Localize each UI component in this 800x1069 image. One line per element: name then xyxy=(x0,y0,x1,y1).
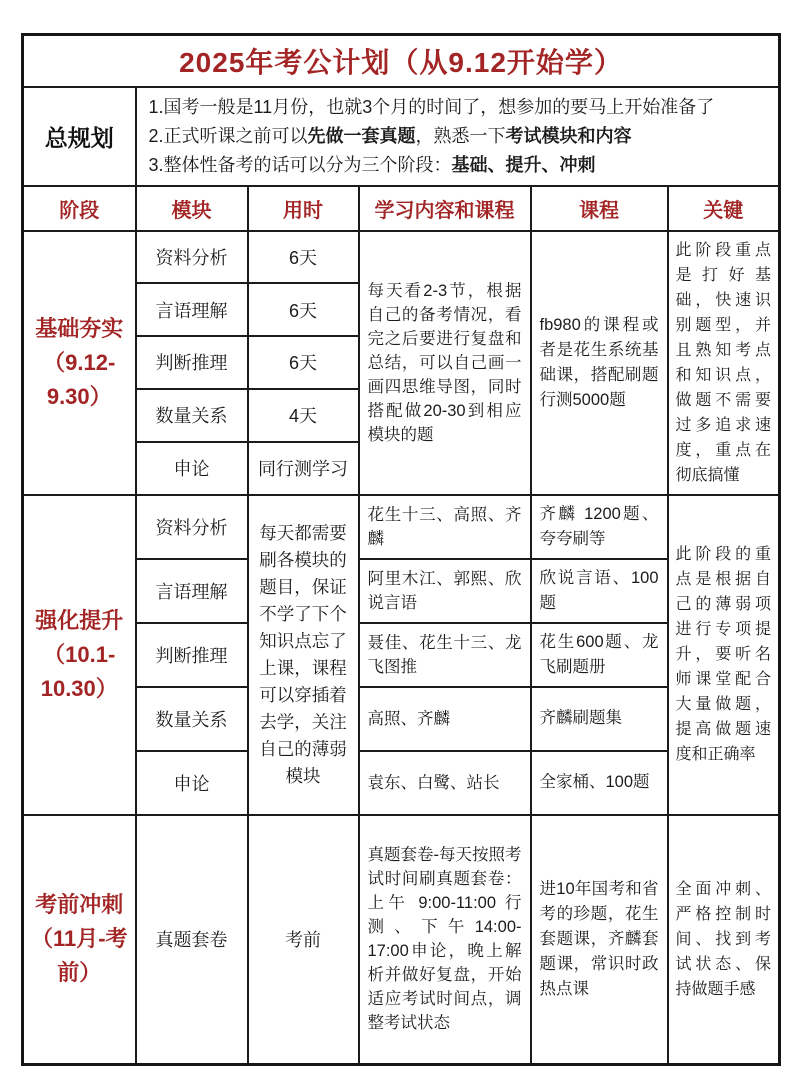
content-cell: 每天看2-3节，根据自己的备考情况，看完之后要进行复盘和总结，可以自己画一画四思维导图，同时搭配做20-30到相应模块的题 xyxy=(359,231,531,495)
content-cell: 高照、齐麟 xyxy=(359,687,531,751)
time-cell: 6天 xyxy=(248,283,359,336)
content-cell: 聂佳、花生十三、龙飞图推 xyxy=(359,623,531,687)
time-note-cell: 每天都需要刷各模块的题目，保证不学了下个知识点忘了上课，课程可以穿插着去学，关注自己的薄弱模块 xyxy=(248,495,359,815)
header-time: 用时 xyxy=(248,186,359,231)
section2-row-2 xyxy=(23,559,780,623)
module-cell: 申论 xyxy=(136,751,248,815)
module-cell: 申论 xyxy=(136,442,248,495)
time-cell: 4天 xyxy=(248,389,359,442)
stage-cell-sprint xyxy=(23,815,136,1065)
module-cell: 言语理解 xyxy=(136,283,248,336)
stage-cell-improve xyxy=(23,495,136,815)
overview-line-2-bold1: 先做一套真题 xyxy=(307,125,416,146)
overview-line-3-bold: 基础、提升、冲刺 xyxy=(451,154,596,175)
page-title: 2025年考公计划（从9.12开始学） xyxy=(23,35,780,87)
section3-row-1 xyxy=(23,815,780,1065)
content-cell: 阿里木江、郭熙、欣说言语 xyxy=(359,559,531,623)
time-cell: 考前 xyxy=(248,815,359,1065)
stage-name: 考前冲刺 xyxy=(35,892,124,918)
header-row xyxy=(23,186,780,231)
header-module: 模块 xyxy=(136,186,248,231)
course-cell: 花生600题、龙飞刷题册 xyxy=(531,623,668,687)
module-cell: 资料分析 xyxy=(136,495,248,559)
overview-line-2 xyxy=(149,122,769,151)
key-cell: 此阶段重点是打好基础，快速识别题型，并且熟知考点和知识点，做题不需要过多追求速度，重点在彻底搞懂 xyxy=(668,231,780,495)
course-cell: 齐麟 1200题、夸夸刷等 xyxy=(531,495,668,559)
course-cell: fb980的课程或者是花生系统基础课，搭配刷题行测5000题 xyxy=(531,231,668,495)
study-plan-table xyxy=(21,33,781,1066)
overview-line-2-mid: ，熟悉一下 xyxy=(415,125,506,146)
module-cell: 言语理解 xyxy=(136,559,248,623)
time-cell: 同行测学习 xyxy=(248,442,359,495)
key-cell: 此阶段的重点是根据自己的薄弱项进行专项提升，要听名师课堂配合大量做题，提高做题速度和正确率 xyxy=(668,495,780,815)
header-course: 课程 xyxy=(531,186,668,231)
stage-dates: （10.1-10.30） xyxy=(40,641,118,701)
key-cell: 全面冲刺、严格控制时间、找到考试状态、保持做题手感 xyxy=(668,815,780,1065)
course-cell: 欣说言语、100题 xyxy=(531,559,668,623)
content-cell: 真题套卷-每天按照考试时间刷真题套卷：上午 9:00-11:00 行测、下午14:00-17:00申论，晚上解析并做好复盘，开始适应考试时间点，调整考试状态 xyxy=(359,815,531,1065)
course-cell: 齐麟刷题集 xyxy=(531,687,668,751)
header-stage: 阶段 xyxy=(23,186,136,231)
header-content: 学习内容和课程 xyxy=(359,186,531,231)
overview-line-2-bold2: 考试模块和内容 xyxy=(505,125,632,146)
course-cell: 进10年国考和省考的珍题，花生套题课，齐麟套题课，常识时政热点课 xyxy=(531,815,668,1065)
overview-line-2-pre: 2.正式听课之前可以 xyxy=(148,125,308,146)
module-cell: 资料分析 xyxy=(136,231,248,284)
module-cell: 数量关系 xyxy=(136,389,248,442)
title-row xyxy=(23,35,780,87)
section1-row-1 xyxy=(23,231,780,284)
time-cell: 6天 xyxy=(248,231,359,284)
section2-row-4 xyxy=(23,687,780,751)
module-cell: 判断推理 xyxy=(136,623,248,687)
stage-name: 强化提升 xyxy=(35,607,124,633)
module-cell: 数量关系 xyxy=(136,687,248,751)
overview-line-3 xyxy=(149,151,769,180)
content-cell: 袁东、白鹭、站长 xyxy=(359,751,531,815)
module-cell: 真题套卷 xyxy=(136,815,248,1065)
overview-line-3-pre: 3.整体性备考的话可以分为三个阶段： xyxy=(148,154,452,175)
section2-row-3 xyxy=(23,623,780,687)
module-cell: 判断推理 xyxy=(136,336,248,389)
header-key: 关键 xyxy=(668,186,780,231)
time-cell: 6天 xyxy=(248,336,359,389)
section2-row-1 xyxy=(23,495,780,559)
stage-dates: （9.12-9.30） xyxy=(43,349,116,409)
section2-row-5 xyxy=(23,751,780,815)
content-cell: 花生十三、高照、齐麟 xyxy=(359,495,531,559)
stage-cell-foundation xyxy=(23,231,136,495)
overview-row xyxy=(23,87,780,186)
stage-name: 基础夯实 xyxy=(35,315,124,341)
stage-dates: （11月-考前） xyxy=(30,926,128,986)
course-cell: 全家桶、100题 xyxy=(531,751,668,815)
overview-content xyxy=(136,87,780,186)
overview-line-1 xyxy=(149,93,769,122)
overview-label: 总规划 xyxy=(23,87,136,186)
overview-line-1-text: 1.国考一般是11月份，也就3个月的时间了，想参加的要马上开始准备了 xyxy=(148,96,715,117)
